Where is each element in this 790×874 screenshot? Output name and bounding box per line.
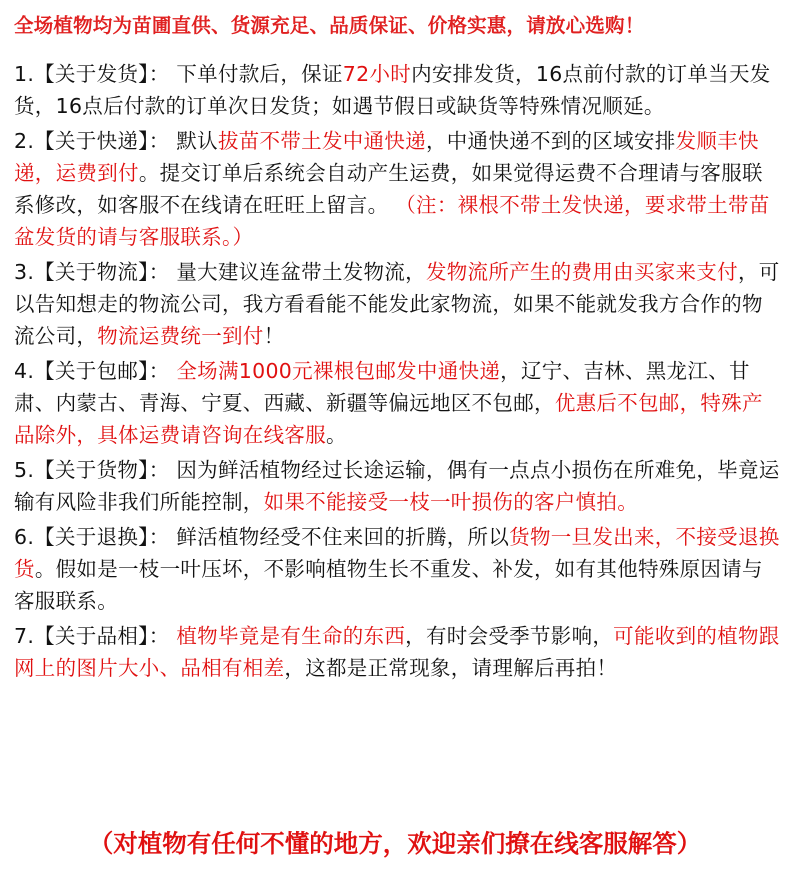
body-text: ！ xyxy=(263,324,285,348)
policy-item-number: 5. xyxy=(14,458,35,482)
body-text: ： 默认 xyxy=(148,129,218,153)
highlight-text: 如果不能接受一枝一叶损伤的客户慎拍。 xyxy=(263,490,639,514)
policy-item xyxy=(14,256,780,352)
policy-item-label: 【关于包邮】 xyxy=(34,359,149,383)
policy-item-number: 6. xyxy=(14,525,35,549)
body-text: ： 量大建议连盆带土发物流， xyxy=(148,260,426,284)
highlight-text: 植物毕竟是有生命的东西 xyxy=(176,624,406,648)
policy-item-number: 1. xyxy=(14,62,35,86)
body-text: ： 下单付款后，保证 xyxy=(148,62,343,86)
body-text: 。假如是一枝一叶压坏，不影响植物生长不重发、补发，如有其他特殊原因请与客服联系。 xyxy=(14,557,763,613)
highlight-text: 物流运费统一到付 xyxy=(97,324,264,348)
highlight-text: 72小时 xyxy=(342,62,412,86)
body-text: ： 鲜活植物经受不住来回的折腾，所以 xyxy=(148,525,510,549)
policy-item xyxy=(14,454,780,518)
policy-item xyxy=(14,355,780,451)
footer-note: （对植物有任何不懂的地方，欢迎亲们撩在线客服解答） xyxy=(88,829,702,858)
body-text: ： xyxy=(148,624,177,648)
policy-item-number: 2. xyxy=(14,129,35,153)
body-text: ，中通快递不到的区域安排 xyxy=(425,129,676,153)
highlight-text: 货物一旦发出来，不接受退换货 xyxy=(14,525,780,581)
highlight-text: 可能收到的植物跟网上的图片大小、品相有相差 xyxy=(14,624,780,680)
body-text: ，辽宁、吉林、黑龙江、甘肃、内蒙古、青海、宁夏、西藏、新疆等偏远地区不包邮， xyxy=(14,359,750,415)
policy-item-number: 4. xyxy=(14,359,35,383)
policy-item-label: 【关于退换】 xyxy=(34,525,149,549)
policy-item-number: 3. xyxy=(14,260,35,284)
body-text: ： xyxy=(148,359,177,383)
body-text: 内安排发货，16点前付款的订单当天发货，16点后付款的订单次日发货；如遇节假日或缺货等特殊情况顺延。 xyxy=(14,62,771,118)
policy-item-label: 【关于发货】 xyxy=(34,62,149,86)
policy-item xyxy=(14,125,780,253)
body-text: ，这都是正常现象，请理解后再拍！ xyxy=(284,656,618,680)
page-title: 全场植物均为苗圃直供、货源充足、品质保证、价格实惠，请放心选购！ xyxy=(14,14,645,37)
policy-item-label: 【关于物流】 xyxy=(34,260,149,284)
policy-item xyxy=(14,521,780,617)
policy-item-number: 7. xyxy=(14,624,35,648)
body-text: 。提交订单后系统会自动产生运费，如果觉得运费不合理请与客服联系修改，如客服不在线请在旺旺上留言。 xyxy=(14,161,763,217)
policy-item xyxy=(14,620,780,684)
policy-item-label: 【关于快递】 xyxy=(34,129,149,153)
highlight-text: 拔苗不带土发中通快递 xyxy=(217,129,426,153)
highlight-text: 发物流所产生的费用由买家来支付 xyxy=(425,260,738,284)
body-text: ： 因为鲜活植物经过长途运输，偶有一点点小损伤在所难免，毕竟运输有风险非我们所能控制， xyxy=(14,458,780,514)
highlight-text: 优惠后不包邮，特殊产品除外，具体运费请咨询在线客服 xyxy=(14,391,763,447)
policy-item-label: 【关于品相】 xyxy=(34,624,149,648)
body-text: 。 xyxy=(326,423,347,447)
policy-list xyxy=(14,58,780,687)
highlight-text: 发顺丰快递，运费到付 xyxy=(14,129,759,185)
policy-item xyxy=(14,58,780,122)
body-text: ，有时会受季节影响， xyxy=(405,624,614,648)
policy-item-label: 【关于货物】 xyxy=(34,458,149,482)
highlight-text: （注：裸根不带土发快递，要求带土带苗盆发货的请与客服联系。） xyxy=(14,193,770,249)
highlight-text: 全场满1000元裸根包邮发中通快递 xyxy=(176,359,501,383)
body-text: ，可以告知想走的物流公司，我方看看能不能发此家物流，如果不能就发我方合作的物流公司， xyxy=(14,260,780,348)
